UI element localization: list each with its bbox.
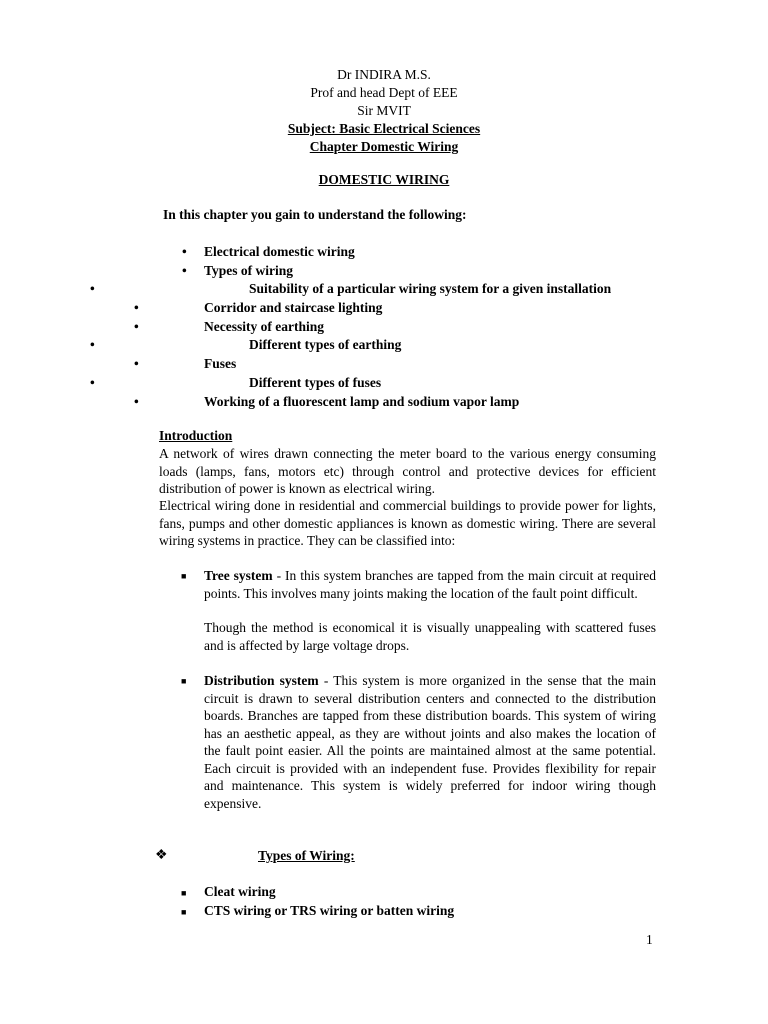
document-title: DOMESTIC WIRING: [318, 172, 450, 187]
page-number: 1: [646, 932, 653, 947]
bullet-icon: •: [134, 319, 139, 334]
objective-item: Electrical domestic wiring: [204, 244, 355, 259]
institution-name: Sir MVIT: [357, 103, 411, 118]
wiring-type-item: CTS wiring or TRS wiring or batten wiring: [204, 903, 455, 918]
bullet-icon: •: [90, 281, 95, 296]
wiring-type-item: Cleat wiring: [204, 884, 276, 899]
objective-item: Types of wiring: [204, 263, 294, 278]
distribution-system-item: [204, 672, 656, 812]
distribution-system-name: Distribution system: [204, 673, 319, 688]
bullet-icon: •: [182, 244, 187, 259]
diamond-bullet-icon: ❖: [155, 848, 168, 863]
subject-line: Subject: Basic Electrical Sciences: [287, 121, 481, 136]
objective-item: Fuses: [204, 356, 237, 371]
author-name: Dr INDIRA M.S.: [337, 67, 431, 82]
square-bullet-icon: ■: [181, 571, 187, 581]
objective-item: Different types of fuses: [249, 375, 382, 390]
distribution-system-text: - This system is more organized in the sense that the main circuit is drawn to several distribution centers and connected to the distribution boards. Branches are tapped from these distribution boards. This system of wiring has an aesthetic appeal, as they are without joints and also makes the location of the fault point easier. All the points are maintained almost at the same potential. Each circuit is provided with an independent fuse. Provides flexibility for repair and maintenance. This system is widely preferred for indoor wiring though expensive.: [204, 673, 656, 811]
tree-system-name: Tree system: [204, 568, 273, 583]
tree-system-text: - In this system branches are tapped from the main circuit at required points. This involves many joints making the location of the fault point difficult.: [204, 568, 656, 601]
bullet-icon: •: [134, 394, 139, 409]
objective-item: Working of a fluorescent lamp and sodium vapor lamp: [204, 394, 520, 409]
square-bullet-icon: ■: [181, 676, 187, 686]
introduction-paragraph-2: Electrical wiring done in residential and commercial buildings to provide power for lights, fans, pumps and other domestic appliances is known as domestic wiring. There are several wiring systems in practice. They can be classified into:: [159, 498, 656, 548]
bullet-icon: •: [90, 337, 95, 352]
tree-system-item: [204, 567, 656, 602]
square-bullet-icon: ■: [181, 888, 187, 898]
introduction-paragraph-1: A network of wires drawn connecting the meter board to the various energy consuming loads (lamps, fans, motors etc) through control and protective devices for efficient distribution of power is known as electrical wiring.: [159, 446, 656, 496]
bullet-icon: •: [182, 263, 187, 278]
bullet-icon: •: [134, 356, 139, 371]
bullet-icon: •: [134, 300, 139, 315]
bullet-icon: •: [90, 375, 95, 390]
square-bullet-icon: ■: [181, 907, 187, 917]
objective-item: Corridor and staircase lighting: [204, 300, 383, 315]
tree-system-extra: Though the method is economical it is visually unappealing with scattered fuses and is affected by large voltage drops.: [204, 620, 656, 653]
chapter-line: Chapter Domestic Wiring: [309, 139, 459, 154]
objective-item: Necessity of earthing: [204, 319, 324, 334]
document-header: [0, 66, 768, 156]
types-of-wiring-heading: Types of Wiring:: [258, 848, 355, 863]
introduction-heading: Introduction: [159, 428, 233, 443]
author-position: Prof and head Dept of EEE: [310, 85, 458, 100]
chapter-intro-line: In this chapter you gain to understand the following:: [163, 207, 467, 222]
objective-item: Different types of earthing: [249, 337, 402, 352]
objective-item: Suitability of a particular wiring system for a given installation: [249, 281, 612, 296]
